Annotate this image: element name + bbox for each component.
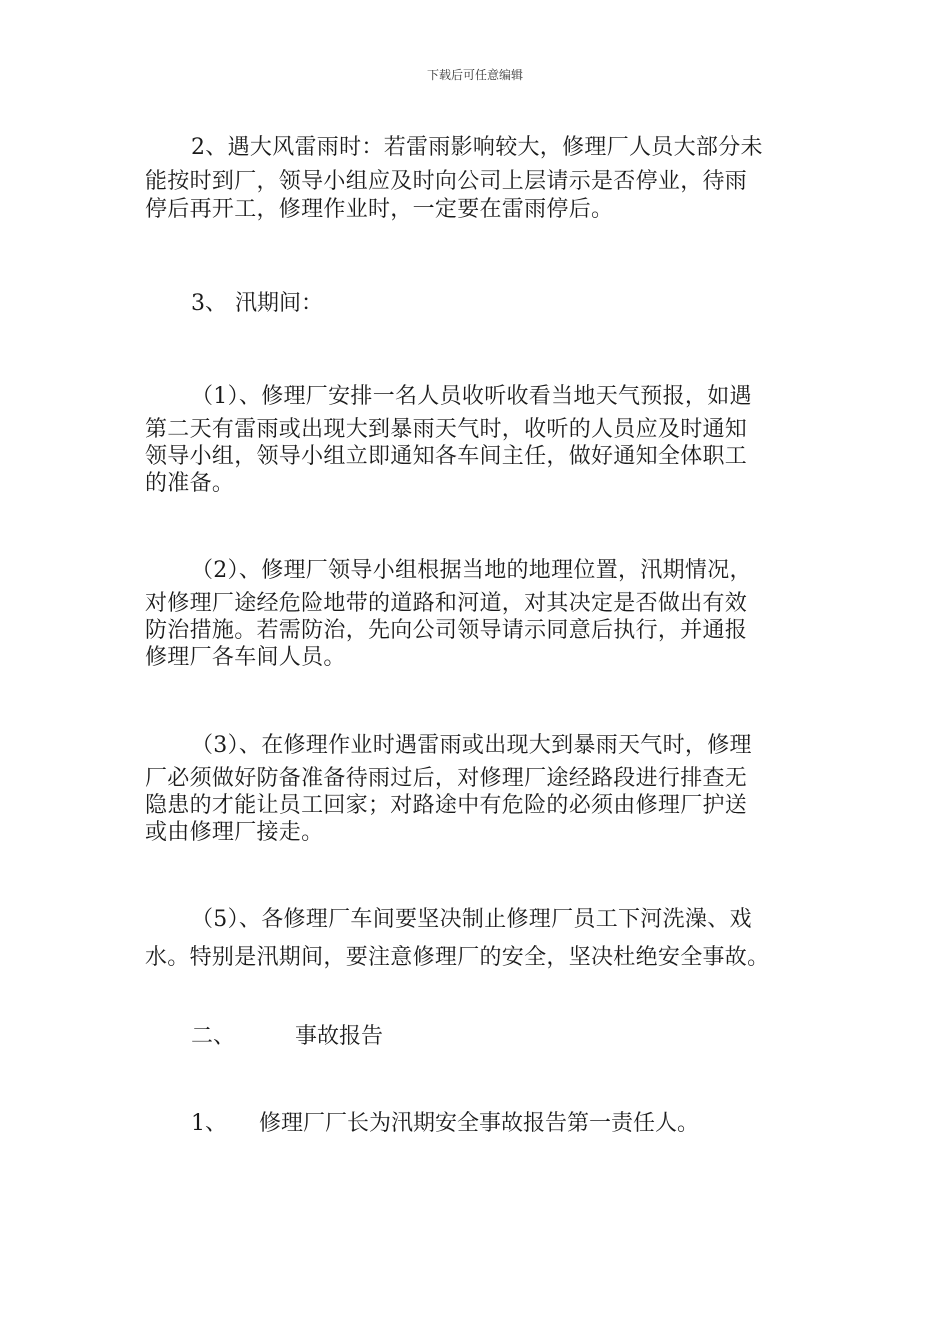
paragraph-swimming-ban: [145, 906, 807, 972]
section-heading-accident-report: [191, 1019, 383, 1050]
paragraph-storm: [145, 134, 807, 224]
paragraph-line: 对修理厂途经危险地带的道路和河道，对其决定是否做出有效: [145, 591, 748, 616]
paragraph-line: （3）、在修理作业时遇雷雨或出现大到暴雨天气时，修理: [191, 733, 752, 758]
paragraph-line: 能按时到厂，领导小组应及时向公司上层请示是否停业，待雨: [145, 169, 748, 194]
paragraph-line: 2、遇大风雷雨时：若雷雨影响较大，修理厂人员大部分未: [191, 135, 763, 160]
page-header-note: 下载后可任意编辑: [426, 68, 523, 82]
paragraph-line: 停后再开工，修理作业时，一定要在雷雨停后。: [145, 197, 614, 222]
section-title: 事故报告: [295, 1024, 384, 1049]
paragraph-geography: [145, 557, 807, 671]
list-item-responsible-person: [191, 1106, 699, 1137]
section-number: 二、: [191, 1024, 236, 1049]
list-item-number: 1、: [191, 1111, 227, 1136]
paragraph-line: （5）、各修理厂车间要坚决制止修理厂员工下河洗澡、戏: [191, 907, 752, 932]
paragraph-line: 水。特别是汛期间，要注意修理厂的安全，坚决杜绝安全事故。: [145, 945, 770, 970]
paragraph-line: （1）、修理厂安排一名人员收听收看当地天气预报，如遇: [191, 384, 752, 409]
heading-number: 3、: [191, 291, 227, 316]
paragraph-line: 隐患的才能让员工回家；对路途中有危险的必须由修理厂护送: [145, 793, 748, 818]
list-item-text: 修理厂厂长为汛期安全事故报告第一责任人。: [259, 1111, 700, 1136]
paragraph-line: 的准备。: [145, 471, 235, 496]
paragraph-line: 防治措施。若需防治，先向公司领导请示同意后执行，并通报: [145, 618, 748, 643]
heading-text: 汛期间：: [235, 291, 324, 316]
paragraph-line: 第二天有雷雨或出现大到暴雨天气时，收听的人员应及时通知: [145, 417, 748, 442]
paragraph-line: 修理厂各车间人员。: [145, 645, 346, 670]
paragraph-line: （2）、修理厂领导小组根据当地的地理位置，汛期情况，: [191, 558, 752, 583]
heading-flood-period: [191, 286, 323, 317]
paragraph-line: 厂必须做好防备准备待雨过后，对修理厂途经路段进行排查无: [145, 766, 748, 791]
paragraph-line: 领导小组，领导小组立即通知各车间主任，做好通知全体职工: [145, 444, 748, 469]
paragraph-work-safety: [145, 732, 807, 846]
paragraph-line: 或由修理厂接走。: [145, 820, 324, 845]
paragraph-weather-forecast: [145, 383, 807, 497]
